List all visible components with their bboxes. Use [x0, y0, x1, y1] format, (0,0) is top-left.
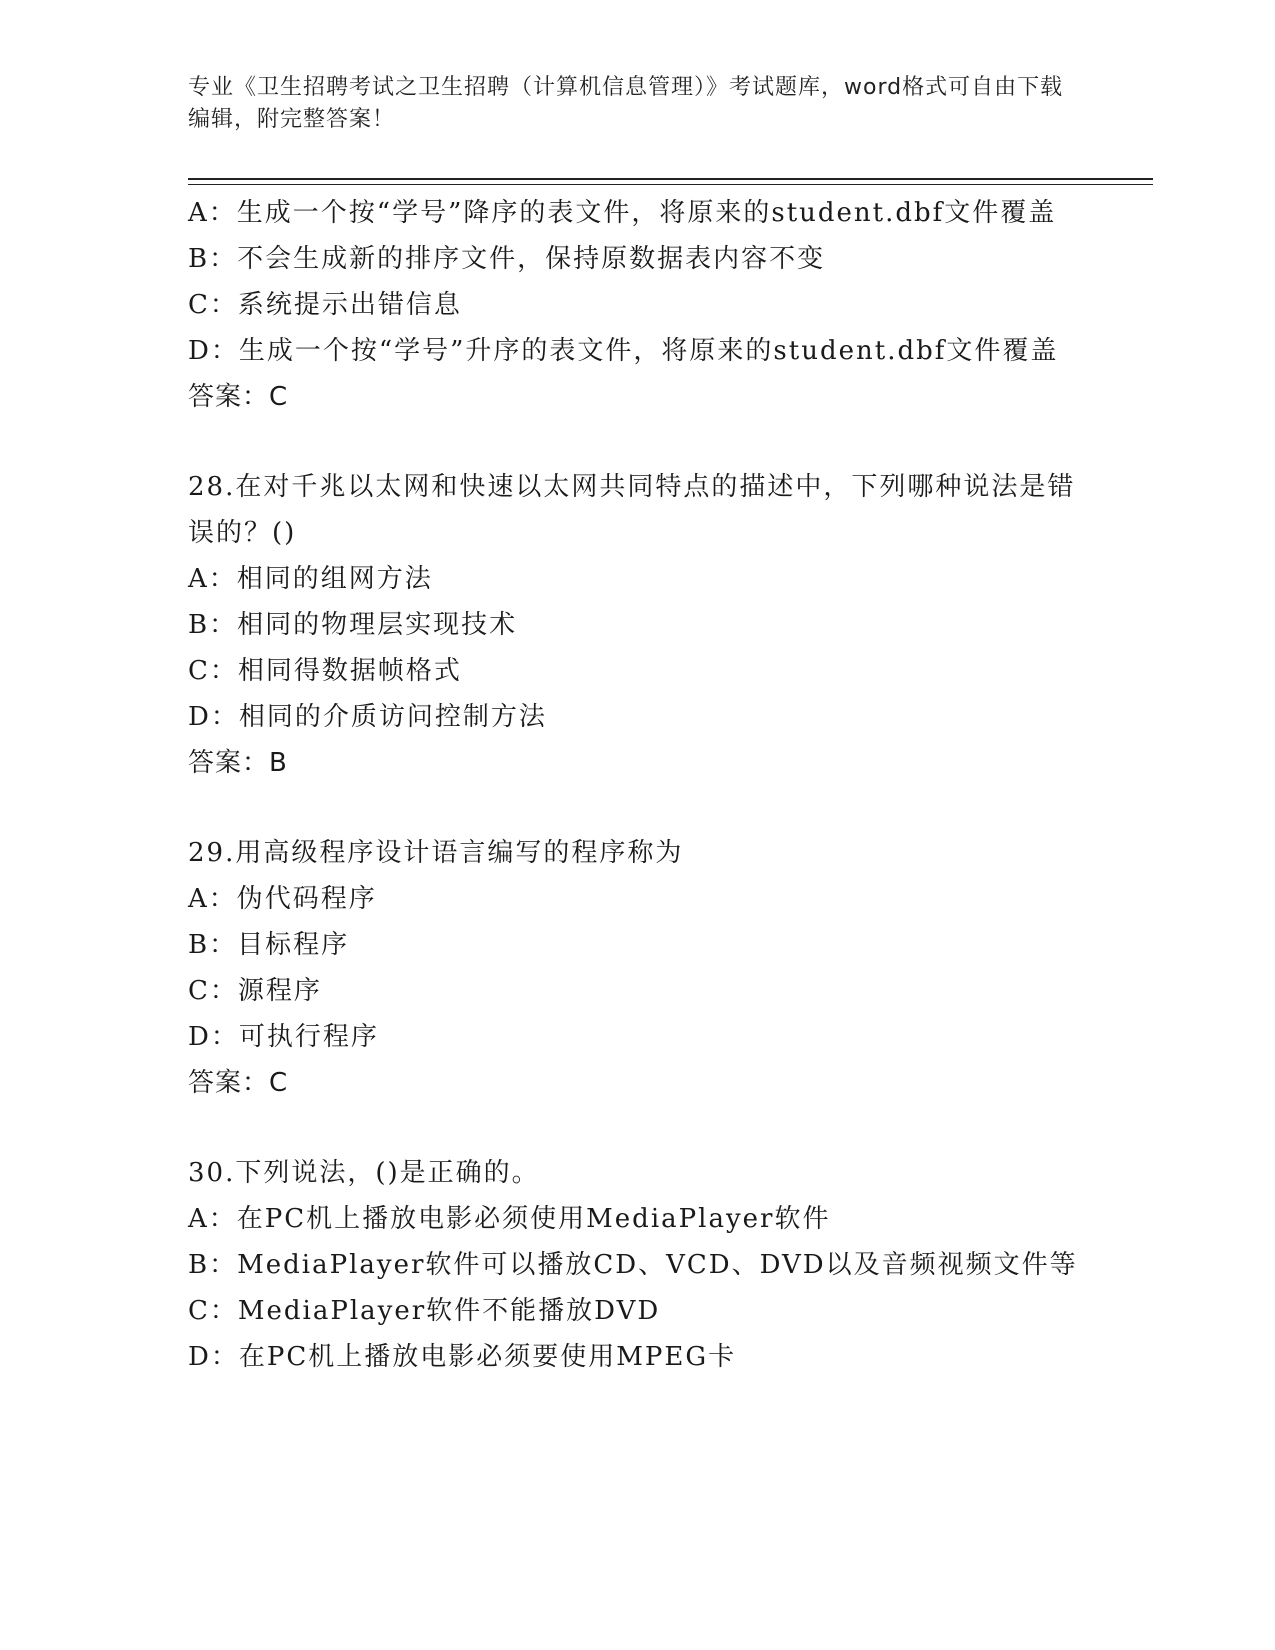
q28-option-a: A：相同的组网方法: [188, 564, 433, 594]
q27-answer: 答案：C: [188, 382, 289, 412]
q29-option-c: C：源程序: [188, 976, 322, 1006]
spacer: [188, 786, 1088, 830]
q27-option-a: A：生成一个按“学号”降序的表文件，将原来的student.dbf文件覆盖: [188, 198, 1057, 228]
q30-question: 30.下列说法，()是正确的。: [188, 1158, 540, 1188]
q29-question: 29.用高级程序设计语言编写的程序称为: [188, 838, 684, 868]
q27-option-c: C：系统提示出错信息: [188, 290, 462, 320]
spacer: [188, 420, 1088, 464]
q28-question: 28.在对千兆以太网和快速以太网共同特点的描述中，下列哪种说法是错误的？(): [188, 472, 1076, 548]
q30-option-b: B：MediaPlayer软件可以播放CD、VCD、DVD以及音频视频文件等: [188, 1250, 1078, 1280]
question-29-block: [188, 830, 1088, 1106]
document-header: 专业《卫生招聘考试之卫生招聘（计算机信息管理）》考试题库，word格式可自由下载编辑，附完整答案！: [188, 75, 1064, 132]
q27-option-d: D：生成一个按“学号”升序的表文件，将原来的student.dbf文件覆盖: [188, 336, 1059, 366]
q28-option-d: D：相同的介质访问控制方法: [188, 702, 547, 732]
spacer: [188, 1106, 1088, 1150]
q29-option-b: B：目标程序: [188, 930, 350, 960]
q29-option-a: A：伪代码程序: [188, 884, 377, 914]
q30-option-d: D：在PC机上播放电影必须要使用MPEG卡: [188, 1342, 737, 1372]
q27-option-b: B：不会生成新的排序文件，保持原数据表内容不变: [188, 244, 826, 274]
question-30-block: [188, 1150, 1088, 1380]
q29-answer: 答案：C: [188, 1068, 289, 1098]
header-divider-thick: [188, 178, 1153, 180]
q29-option-d: D：可执行程序: [188, 1022, 379, 1052]
q30-option-c: C：MediaPlayer软件不能播放DVD: [188, 1296, 661, 1326]
question-28-block: [188, 464, 1088, 786]
q28-option-c: C：相同得数据帧格式: [188, 656, 462, 686]
header-divider-thin: [188, 184, 1153, 185]
q28-answer: 答案：B: [188, 748, 288, 778]
q30-option-a: A：在PC机上播放电影必须使用MediaPlayer软件: [188, 1204, 831, 1234]
question-content: [188, 190, 1088, 1380]
question-27-block: [188, 190, 1088, 420]
q28-option-b: B：相同的物理层实现技术: [188, 610, 518, 640]
